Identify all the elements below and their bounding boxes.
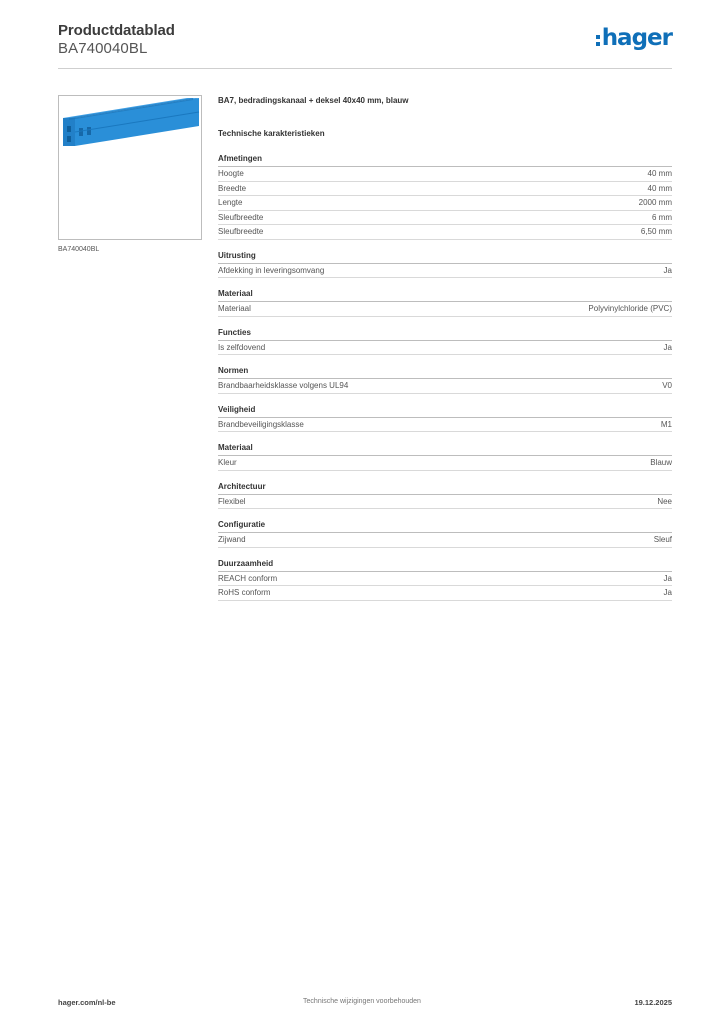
- spec-value: Polyvinylchloride (PVC): [588, 304, 672, 314]
- spec-row: [218, 225, 672, 240]
- spec-row: [218, 379, 672, 394]
- spec-row: [218, 211, 672, 226]
- group-title: Veiligheid: [218, 404, 672, 418]
- spec-row: [218, 196, 672, 211]
- footer-website[interactable]: hager.com/nl-be: [58, 998, 116, 1007]
- spec-groups: [218, 153, 672, 601]
- spec-value: 6,50 mm: [640, 227, 672, 237]
- spec-row: [218, 418, 672, 433]
- spec-label: Is zelfdovend: [218, 342, 266, 352]
- spec-value: 40 mm: [647, 169, 672, 179]
- spec-value: Ja: [663, 342, 672, 352]
- spec-row: [218, 182, 672, 197]
- spec-row: [218, 341, 672, 356]
- spec-group: [218, 404, 672, 433]
- spec-panel: [218, 95, 672, 601]
- spec-row: [218, 264, 672, 279]
- group-title: Afmetingen: [218, 153, 672, 167]
- image-caption: BA740040BL: [58, 246, 100, 253]
- spec-label: Lengte: [218, 198, 243, 208]
- spec-label: Flexibel: [218, 496, 246, 506]
- spec-label: REACH conform: [218, 573, 278, 583]
- spec-value: Ja: [663, 588, 672, 598]
- spec-label: Sleufbreedte: [218, 212, 264, 222]
- page-title: Productdatablad: [58, 22, 175, 39]
- spec-row: [218, 572, 672, 587]
- product-code: BA740040BL: [58, 40, 148, 57]
- header-divider: [58, 68, 672, 69]
- group-title: Functies: [218, 327, 672, 341]
- spec-row: [218, 495, 672, 510]
- group-title: Normen: [218, 365, 672, 379]
- spec-row: [218, 456, 672, 471]
- spec-row: [218, 302, 672, 317]
- logo-text: hager: [601, 25, 672, 51]
- spec-group: [218, 365, 672, 394]
- spec-value: 6 mm: [652, 212, 672, 222]
- spec-value: Ja: [663, 573, 672, 583]
- spec-value: Ja: [663, 265, 672, 275]
- spec-label: Brandbeveiligingsklasse: [218, 419, 304, 429]
- spec-group: [218, 153, 672, 240]
- spec-value: 40 mm: [647, 183, 672, 193]
- spec-row: [218, 167, 672, 182]
- spec-value: M1: [660, 419, 672, 429]
- group-title: Architectuur: [218, 481, 672, 495]
- spec-group: [218, 442, 672, 471]
- spec-label: Brandbaarheidsklasse volgens UL94: [218, 381, 349, 391]
- spec-group: [218, 481, 672, 510]
- group-title: Uitrusting: [218, 250, 672, 264]
- spec-group: [218, 250, 672, 279]
- spec-label: Zijwand: [218, 535, 246, 545]
- spec-row: [218, 586, 672, 601]
- spec-group: [218, 288, 672, 317]
- spec-row: [218, 533, 672, 548]
- spec-label: RoHS conform: [218, 588, 271, 598]
- product-image: [58, 95, 202, 240]
- group-title: Materiaal: [218, 288, 672, 302]
- spec-label: Afdekking in leveringsomvang: [218, 265, 325, 275]
- spec-group: [218, 558, 672, 601]
- spec-value: V0: [662, 381, 672, 391]
- product-description: BA7, bedradingskanaal + deksel 40x40 mm, blauw: [218, 96, 409, 105]
- spec-label: Materiaal: [218, 304, 251, 314]
- hager-logo: [596, 27, 672, 50]
- spec-label: Hoogte: [218, 169, 244, 179]
- footer-date: 19.12.2025: [634, 998, 672, 1007]
- spec-value: 2000 mm: [638, 198, 672, 208]
- group-title: Materiaal: [218, 442, 672, 456]
- specs-heading: Technische karakteristieken: [218, 129, 325, 138]
- spec-group: [218, 327, 672, 356]
- spec-value: Sleuf: [653, 535, 672, 545]
- spec-label: Sleufbreedte: [218, 227, 264, 237]
- spec-group: [218, 519, 672, 548]
- spec-value: Blauw: [650, 458, 672, 468]
- footer-note: Technische wijzigingen voorbehouden: [303, 998, 421, 1005]
- spec-label: Breedte: [218, 183, 247, 193]
- cable-duct-icon: [59, 96, 201, 239]
- group-title: Duurzaamheid: [218, 558, 672, 572]
- group-title: Configuratie: [218, 519, 672, 533]
- logo-colon-icon: [596, 35, 600, 46]
- spec-value: Nee: [657, 496, 672, 506]
- spec-label: Kleur: [218, 458, 237, 468]
